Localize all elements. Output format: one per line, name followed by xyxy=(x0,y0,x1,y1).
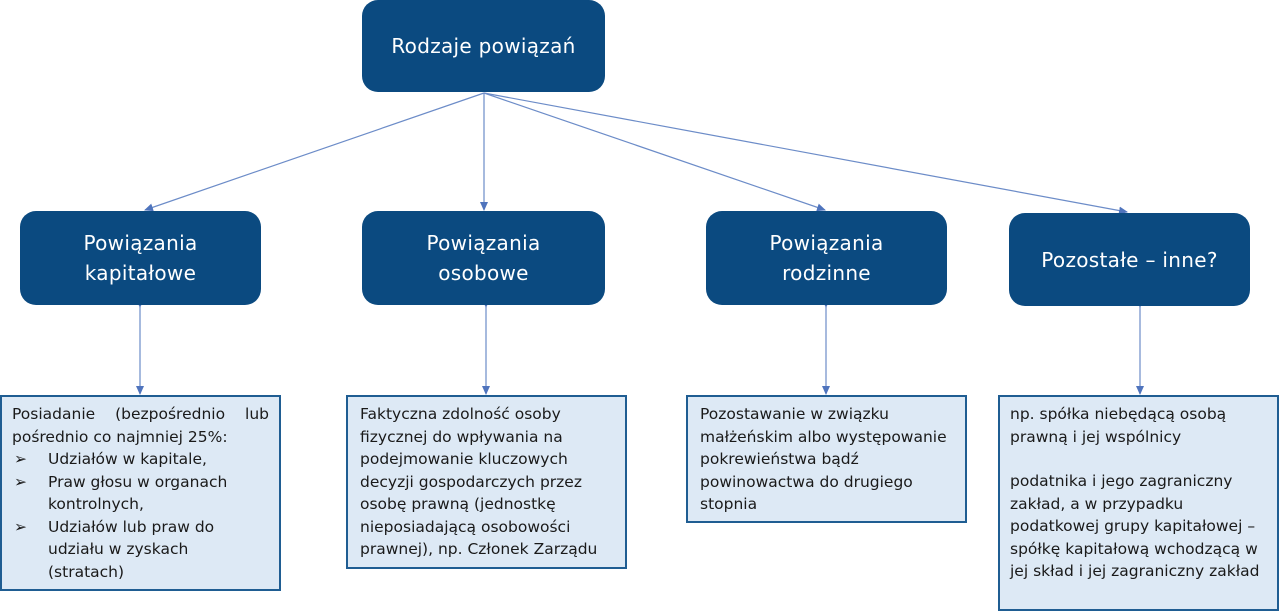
desc-pozostale xyxy=(998,395,1279,611)
node-pozostale-inne xyxy=(1009,213,1250,306)
node-label-line1: Powiązania xyxy=(769,231,884,255)
node-powiazania-kapitalowe xyxy=(20,211,261,305)
node-powiazania-rodzinne xyxy=(706,211,947,305)
desc-paragraph-1: np. spółka niebędącą osobą prawną i jej wspólnicy xyxy=(1010,405,1227,446)
desc-text: Pozostawanie w związku małżeńskim albo występowanie pokrewieństwa bądź powinowactwa do drugiego stopnia xyxy=(700,405,947,513)
connector-root-to-pozostale xyxy=(484,93,1127,212)
node-label-line1: Powiązania xyxy=(426,231,541,255)
desc-intro: Posiadanie (bezpośrednio lub pośrednio co najmniej 25%: xyxy=(12,405,269,446)
node-label-line2: kapitałowe xyxy=(84,261,197,285)
node-label-line2: osobowe xyxy=(438,261,529,285)
node-label: Pozostałe – inne? xyxy=(1041,247,1218,272)
desc-rodzinne xyxy=(686,395,967,523)
connector-root-to-kapitalowe xyxy=(145,93,484,210)
desc-kapitalowe xyxy=(0,395,281,591)
root-label: Rodzaje powiązań xyxy=(391,34,576,58)
bullet-item: ➢ Udziałów lub praw do udziału w zyskach (stratach) xyxy=(14,517,215,581)
bullet-list xyxy=(12,448,269,583)
desc-paragraph-2: podatnika i jego zagraniczny zakład, a w przypadku podatkowej grupy kapitałowej – spółkę kapitałową wchodzącą w jej skład i jej zagraniczny zakład xyxy=(1010,472,1260,580)
bullet-item: ➢ Praw głosu w organach kontrolnych, xyxy=(14,472,228,513)
desc-osobowe xyxy=(346,395,627,569)
node-label-line2: rodzinne xyxy=(782,261,871,285)
arrow-bullet-icon: ➢ xyxy=(14,517,27,536)
node-powiazania-osobowe xyxy=(362,211,605,305)
paragraph-spacer xyxy=(1010,448,1267,470)
connector-root-to-rodzinne xyxy=(484,93,825,210)
node-label-line1: Powiązania xyxy=(83,231,198,255)
bullet-item: ➢ Udziałów w kapitale, xyxy=(12,448,269,471)
arrow-bullet-icon: ➢ xyxy=(14,450,27,468)
desc-text: Faktyczna zdolność osoby fizycznej do wpływania na podejmowanie kluczowych decyzji gospodarczych przez osobę prawną (jednostkę nieposiadającą osobowości prawnej), np. Członek Zarządu xyxy=(360,405,598,558)
root-node xyxy=(362,0,605,92)
arrow-bullet-icon: ➢ xyxy=(14,472,27,491)
